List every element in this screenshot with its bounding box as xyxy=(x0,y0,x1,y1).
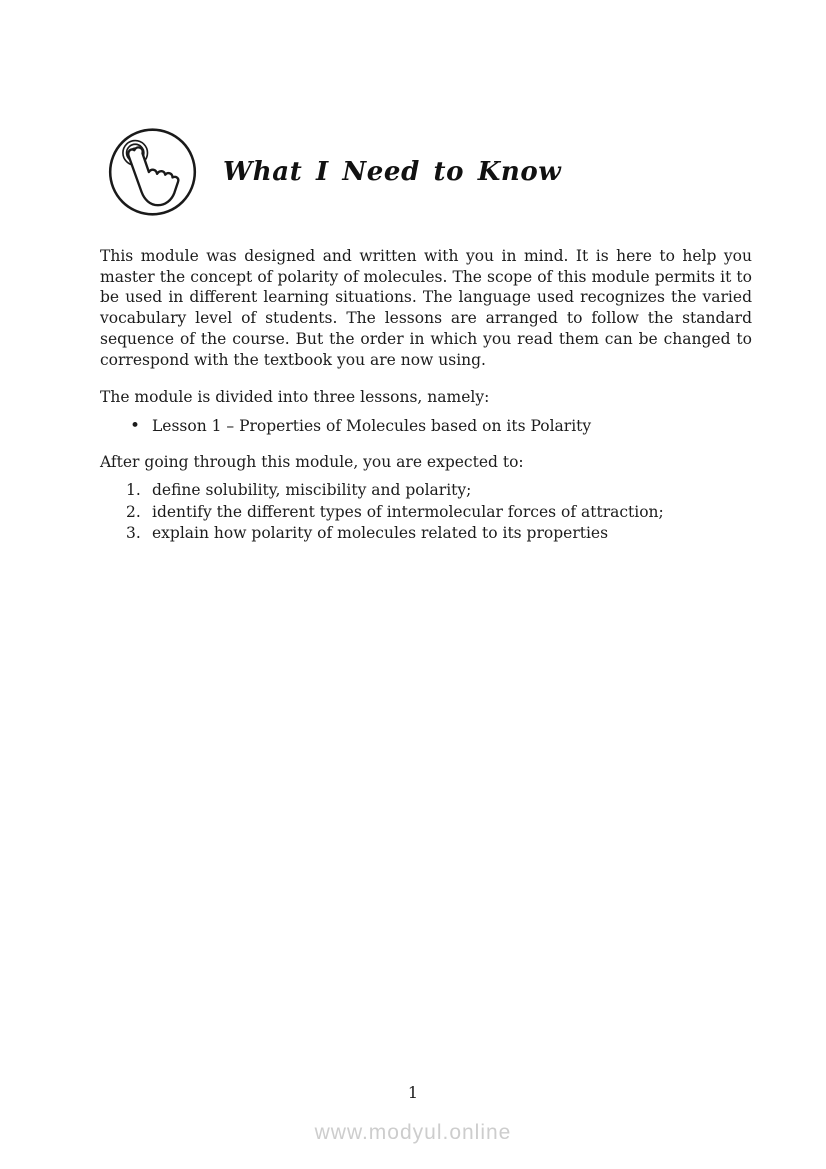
intro-paragraph: This module was designed and written with you in mind. It is here to help you master the concept of polarity of molecules. The scope of this module permits it to be used in different learning situations. The language used recognizes the varied vocabulary level of students. The lessons are arranged to follow the standard sequence of the course. But the order in which you read them can be changed to correspond with the textbook you are now using. xyxy=(100,247,752,369)
section-header xyxy=(107,126,561,218)
objective-item: explain how polarity of molecules related to its properties xyxy=(152,524,609,543)
watermark: www.modyul.online xyxy=(314,1121,512,1144)
objective-item: define solubility, miscibility and polarity; xyxy=(152,481,472,500)
module-description xyxy=(100,246,752,545)
lesson-list-item: • Lesson 1 – Properties of Molecules based on its Polarity xyxy=(100,416,752,437)
objective-item: identify the different types of intermolecular forces of attraction; xyxy=(152,502,664,521)
lessons-intro-line: The module is divided into three lessons, namely: xyxy=(100,388,490,407)
page-number: 1 xyxy=(407,1083,419,1102)
tap-hand-icon xyxy=(107,126,198,218)
objective-list xyxy=(100,480,752,545)
objectives-intro-line: After going through this module, you are expected to: xyxy=(100,452,524,471)
page-title: What I Need to Know xyxy=(223,157,562,187)
lesson-list xyxy=(100,416,752,437)
